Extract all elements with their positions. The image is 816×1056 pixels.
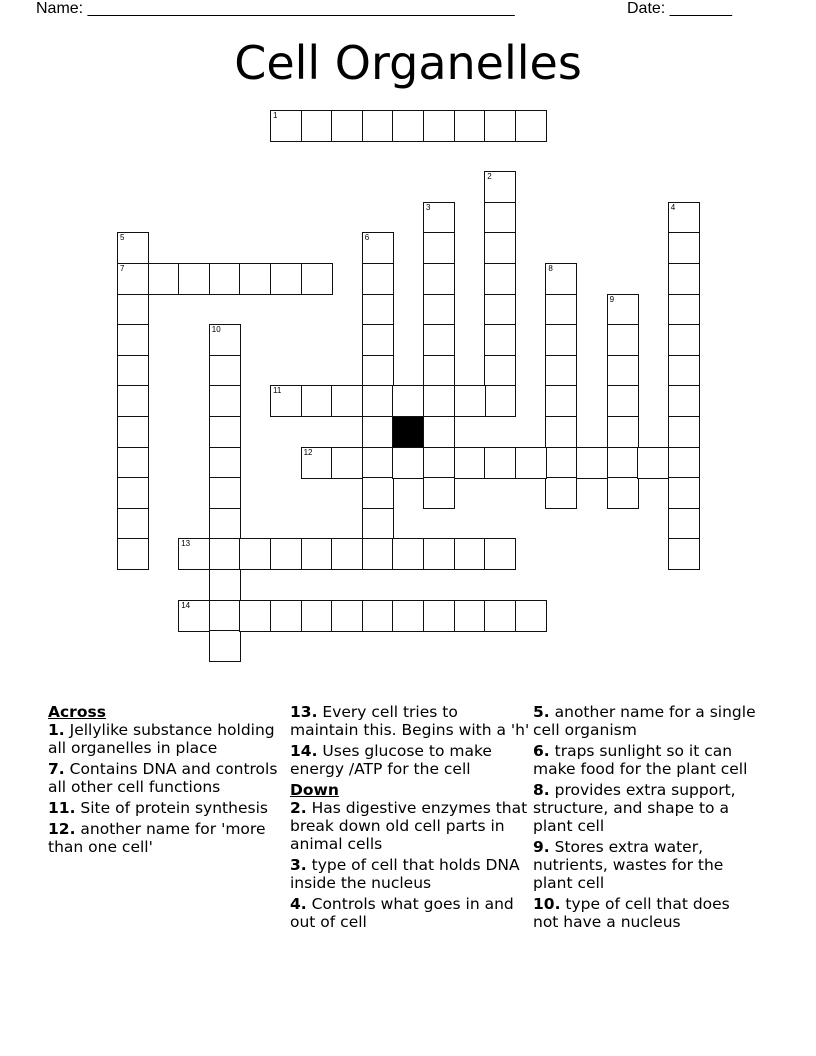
grid-cell[interactable]: [362, 324, 394, 356]
grid-cell[interactable]: [117, 232, 149, 264]
grid-cell[interactable]: [423, 232, 455, 264]
page-title: Cell Organelles: [234, 36, 582, 90]
grid-cell[interactable]: [668, 477, 700, 509]
grid-cell[interactable]: [209, 324, 241, 356]
grid-cell[interactable]: [362, 355, 394, 387]
grid-cell[interactable]: [301, 538, 333, 570]
grid-cell[interactable]: [117, 294, 149, 326]
clues-column-2: [290, 703, 530, 934]
grid-cell[interactable]: [454, 538, 486, 570]
clue-down-5: 5. another name for a single cell organism: [533, 703, 756, 740]
name-line: ________________________________________________: [87, 0, 515, 17]
grid-cell[interactable]: [484, 202, 516, 234]
grid-cell[interactable]: [362, 477, 394, 509]
clues-column-1: [48, 703, 278, 859]
clue-down-10: 10. type of cell that does not have a nucleus: [533, 895, 730, 932]
grid-cell[interactable]: [668, 385, 700, 417]
grid-cell[interactable]: [209, 385, 241, 417]
grid-cell[interactable]: [484, 110, 516, 142]
grid-cell[interactable]: [484, 171, 516, 203]
grid-cell[interactable]: [668, 538, 700, 570]
grid-cell[interactable]: [209, 447, 241, 479]
clue-number: 4: [670, 202, 676, 212]
grid-cell[interactable]: [362, 538, 394, 570]
grid-cell[interactable]: [668, 263, 700, 295]
grid-cell[interactable]: [454, 600, 486, 632]
grid-cell[interactable]: [484, 324, 516, 356]
grid-cell[interactable]: [515, 110, 547, 142]
clues-column-3: [533, 703, 758, 934]
grid-cell[interactable]: [545, 385, 577, 417]
clue-across-11: 11. Site of protein synthesis: [48, 799, 268, 818]
grid-cell[interactable]: [117, 263, 149, 295]
grid-cell[interactable]: [484, 447, 516, 479]
grid-cell[interactable]: [423, 477, 455, 509]
grid-cell[interactable]: [209, 477, 241, 509]
grid-cell[interactable]: [607, 355, 639, 387]
grid-cell[interactable]: [484, 232, 516, 264]
grid-cell[interactable]: [117, 477, 149, 509]
grid-cell[interactable]: [423, 416, 455, 448]
grid-cell[interactable]: [423, 294, 455, 326]
grid-cell[interactable]: [484, 385, 516, 417]
grid-cell[interactable]: [117, 416, 149, 448]
grid-cell[interactable]: [668, 508, 700, 540]
grid-cell[interactable]: [178, 600, 210, 632]
grid-cell[interactable]: [270, 263, 302, 295]
grid-cell[interactable]: [545, 355, 577, 387]
grid-cell[interactable]: [545, 263, 577, 295]
grid-cell[interactable]: [362, 232, 394, 264]
grid-cell[interactable]: [270, 538, 302, 570]
grid-cell[interactable]: [515, 600, 547, 632]
grid-cell[interactable]: [301, 600, 333, 632]
grid-cell[interactable]: [270, 600, 302, 632]
clue-number: 13: [181, 539, 191, 549]
grid-cell[interactable]: [607, 477, 639, 509]
grid-cell[interactable]: [362, 600, 394, 632]
grid-cell[interactable]: [362, 294, 394, 326]
clue-number: 6: [364, 233, 370, 243]
date-field[interactable]: [627, 0, 732, 18]
clue-number: 2: [487, 172, 492, 182]
clue-number: 14: [181, 600, 191, 610]
grid-cell[interactable]: [423, 324, 455, 356]
clue-across-7: 7. Contains DNA and controls all other cell functions: [48, 760, 278, 797]
grid-cell[interactable]: [484, 538, 516, 570]
grid-cell[interactable]: [423, 385, 455, 417]
clue-down-4: 4. Controls what goes in and out of cell: [290, 895, 514, 932]
across-heading: Across: [48, 703, 106, 721]
grid-cell[interactable]: [117, 385, 149, 417]
clue-down-2: 2. Has digestive enzymes that break down old cell parts in animal cells: [290, 799, 528, 854]
grid-cell[interactable]: [392, 385, 424, 417]
grid-cell[interactable]: [545, 477, 577, 509]
clue-number: 5: [120, 233, 125, 243]
grid-cell[interactable]: [209, 630, 241, 662]
grid-cell[interactable]: [637, 447, 669, 479]
grid-cell[interactable]: [484, 600, 516, 632]
grid-cell[interactable]: [545, 294, 577, 326]
grid-cell[interactable]: [668, 294, 700, 326]
grid-cell[interactable]: [270, 385, 302, 417]
grid-cell[interactable]: [117, 355, 149, 387]
grid-cell[interactable]: [545, 324, 577, 356]
clue-number: 12: [303, 447, 313, 457]
clue-down-6: 6. traps sunlight so it can make food for the plant cell: [533, 741, 748, 779]
grid-cell[interactable]: [301, 263, 333, 295]
grid-cell[interactable]: [117, 508, 149, 540]
grid-cell[interactable]: [668, 355, 700, 387]
grid-cell[interactable]: [484, 355, 516, 387]
grid-cell[interactable]: [668, 202, 700, 234]
grid-cell[interactable]: [545, 416, 577, 448]
name-label: Name:: [36, 0, 84, 17]
grid-cell[interactable]: [331, 447, 363, 479]
grid-cell[interactable]: [607, 385, 639, 417]
grid-cell[interactable]: [178, 263, 210, 295]
grid-cell[interactable]: [239, 600, 271, 632]
grid-cell[interactable]: [362, 416, 394, 448]
grid-cell[interactable]: [362, 447, 394, 479]
clue-number: 10: [211, 325, 221, 335]
name-field[interactable]: [36, 0, 515, 18]
grid-cell[interactable]: [209, 569, 241, 601]
clue-across-14: 14. Uses glucose to make energy /ATP for the cell: [290, 741, 492, 779]
grid-cell[interactable]: [362, 263, 394, 295]
date-line: _______: [669, 0, 732, 17]
grid-cell[interactable]: [178, 538, 210, 570]
clue-down-3: 3. type of cell that holds DNA inside the nucleus: [290, 856, 520, 893]
grid-cell[interactable]: [545, 447, 577, 479]
grid-cell[interactable]: [331, 110, 363, 142]
grid-cell[interactable]: [484, 294, 516, 326]
grid-cell[interactable]: [209, 600, 241, 632]
clue-down-9: 9. Stores extra water, nutrients, wastes for the plant cell: [533, 837, 724, 893]
grid-cell[interactable]: [668, 232, 700, 264]
grid-cell[interactable]: [423, 538, 455, 570]
grid-cell[interactable]: [117, 447, 149, 479]
clue-number: 7: [120, 264, 125, 273]
grid-cell[interactable]: [392, 447, 424, 479]
grid-cell[interactable]: [331, 538, 363, 570]
grid-cell[interactable]: [270, 110, 302, 142]
clue-number: 11: [273, 386, 282, 396]
grid-cell[interactable]: [209, 508, 241, 540]
grid-cell[interactable]: [515, 447, 547, 479]
clue-across-12: 12. another name for 'more than one cell': [48, 819, 266, 856]
clue-number: 1: [273, 111, 278, 120]
grid-cell[interactable]: [454, 385, 486, 417]
grid-cell[interactable]: [301, 110, 333, 142]
grid-cell[interactable]: [454, 447, 486, 479]
grid-cell[interactable]: [423, 202, 455, 234]
grid-cell[interactable]: [454, 110, 486, 142]
grid-cell[interactable]: [607, 294, 639, 326]
date-label: Date:: [627, 0, 666, 17]
grid-cell[interactable]: [331, 385, 363, 417]
grid-cell[interactable]: [484, 263, 516, 295]
grid-cell[interactable]: [209, 538, 241, 570]
grid-cell[interactable]: [209, 263, 241, 295]
grid-cell[interactable]: [239, 538, 271, 570]
grid-cell[interactable]: [301, 385, 333, 417]
down-heading: Down: [290, 780, 339, 799]
black-square: [392, 416, 424, 448]
grid-cell[interactable]: [423, 600, 455, 632]
grid-cell[interactable]: [423, 447, 455, 479]
grid-cell[interactable]: [576, 447, 608, 479]
grid-cell[interactable]: [362, 385, 394, 417]
grid-cell[interactable]: [392, 110, 424, 142]
clue-across-1: 1. Jellylike substance holding all organelles in place: [48, 721, 275, 758]
clue-down-8: 8. provides extra support, structure, and shape to a plant cell: [533, 780, 736, 836]
grid-cell[interactable]: [392, 600, 424, 632]
grid-cell[interactable]: [331, 600, 363, 632]
grid-cell[interactable]: [607, 447, 639, 479]
grid-cell[interactable]: [423, 110, 455, 142]
grid-cell[interactable]: [117, 538, 149, 570]
grid-cell[interactable]: [423, 355, 455, 387]
grid-cell[interactable]: [668, 447, 700, 479]
clue-number: 3: [426, 202, 431, 212]
clue-number: 9: [609, 294, 615, 304]
clue-number: 8: [548, 264, 553, 273]
grid-cell[interactable]: [117, 324, 149, 356]
grid-cell[interactable]: [239, 263, 271, 295]
grid-cell[interactable]: [362, 508, 394, 540]
grid-cell[interactable]: [668, 416, 700, 448]
grid-cell[interactable]: [209, 416, 241, 448]
grid-cell[interactable]: [209, 355, 241, 387]
grid-cell[interactable]: [607, 324, 639, 356]
grid-cell[interactable]: [423, 263, 455, 295]
grid-cell[interactable]: [607, 416, 639, 448]
grid-cell[interactable]: [148, 263, 180, 295]
grid-cell[interactable]: [392, 538, 424, 570]
grid-cell[interactable]: [301, 447, 333, 479]
clue-across-13: 13. Every cell tries to maintain this. Begins with a 'h': [290, 703, 530, 740]
grid-cell[interactable]: [668, 324, 700, 356]
grid-cell[interactable]: [362, 110, 394, 142]
